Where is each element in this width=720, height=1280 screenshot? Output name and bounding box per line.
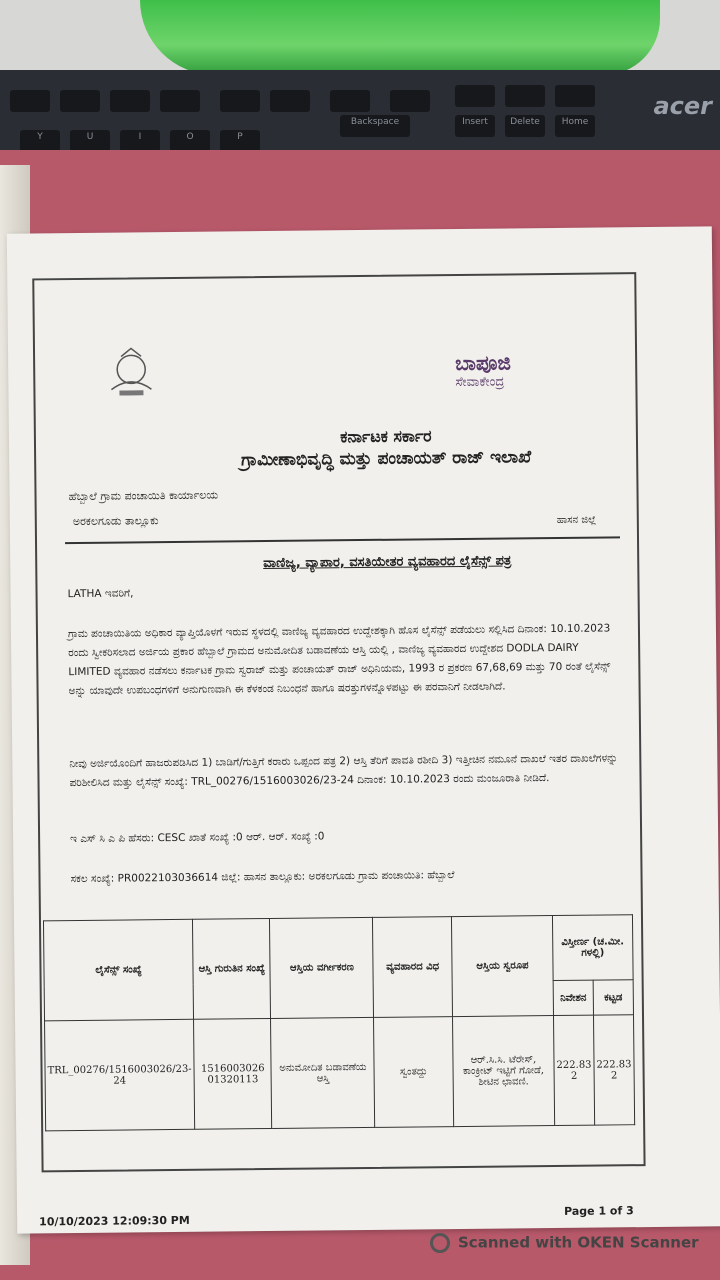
cell-property-id: 1516003026 01320113 <box>194 1018 272 1129</box>
key-u: U <box>70 130 110 152</box>
license-document <box>7 226 720 1233</box>
header-building: ಕಟ್ಟಡ <box>593 980 633 1015</box>
karnataka-emblem-icon <box>101 344 162 400</box>
document-frame <box>32 272 645 1229</box>
cell-building: 222.83 2 <box>593 1015 634 1125</box>
key-y: Y <box>20 130 60 152</box>
header-license-no: ಲೈಸೆನ್ಸ್ ಸಂಖ್ಯೆ <box>43 919 193 1021</box>
acer-logo: acer <box>653 92 712 120</box>
cell-property-nature: ಆರ್.ಸಿ.ಸಿ. ಟೆರೇಸ್, ಕಾಂಕ್ರೀಟ್ ಇಟ್ಟಿಗೆ ಗೋಡೆ, ಶೀಟಿನ ಛಾವಣಿ. <box>452 1016 554 1127</box>
taluk-name: ಅರಕಲಗೂಡು ತಾಲ್ಲೂಕು <box>72 514 159 529</box>
department-title: ಗ್ರಾಮೀಣಾಭಿವೃದ್ಧಿ ಮತ್ತು ಪಂಚಾಯತ್ ರಾಜ್ ಇಲಾಖೆ <box>241 447 532 471</box>
page-number: Page 1 of 3 <box>563 1204 634 1218</box>
government-title: ಕರ್ನಾಟಕ ಸರ್ಕಾರ <box>340 426 432 447</box>
watermark-title: ಬಾಪೂಜಿ <box>455 350 511 376</box>
addressee: LATHA ಇವರಿಗೆ, <box>67 587 134 601</box>
cell-license-no: TRL_00276/1516003026/23-24 <box>45 1019 195 1131</box>
oken-scanner-icon <box>430 1233 450 1253</box>
header-classification: ಆಸ್ತಿಯ ವರ್ಗೀಕರಣ <box>270 917 374 1018</box>
paragraph-1: ಗ್ರಾಮ ಪಂಚಾಯಿತಿಯ ಅಧಿಕಾರ ವ್ಯಾಪ್ತಿಯೊಳಗೆ ಇರುವ ಸ್ಥಳದಲ್ಲಿ ವಾಣಿಜ್ಯ ವ್ಯವಹಾರದ ಉದ್ದೇಶಕ್ಕಾಗಿ ಹೊಸ ಲೈಸೆನ್ಸ್ ಪಡೆಯಲು ಸಲ್ಲಿಸಿದ ದಿನಾಂಕ: 10.10.2023 ರಂದು ಸ್ವೀಕರಿಸಲಾದ ಅರ್ಜಿಯ ಪ್ರಕಾರ ಹೆಬ್ಬಾಲೆ ಗ್ರಾಮದ ಅನುಮೋದಿತ ಬಡಾವಣೆಯ ಆಸ್ತಿ ಯಲ್ಲಿ , ವಾಣಿಜ್ಯ ವ್ಯವಹಾರದ ಉದ್ದೇಶದ DODLA DAIRY LIMITED ವ್ಯವಹಾರ ನಡೆಸಲು ಕರ್ನಾಟಕ ಗ್ರಾಮ ಸ್ವರಾಜ್ ಮತ್ತು ಪಂಚಾಯತ್ ರಾಜ್ ಅಧಿನಿಯಮ, 1993 ರ ಪ್ರಕರಣ 67,68,69 ಮತ್ತು 70 ರಂತೆ ಲೈಸೆನ್ಸ್ ಅನ್ನು ಯಾವುದೇ ಉಪಬಂಧಗಳಿಗೆ ಅನುಗುಣವಾಗಿ ಈ ಕೆಳಕಂಡ ನಿಬಂಧನೆ ಹಾಗೂ ಷರತ್ತುಗಳನ್ನೊಳಪಟ್ಟು ಈ ಪರವಾನಿಗೆ ನೀಡಲಾಗಿದೆ. <box>67 622 611 698</box>
property-details: ಸಕಲ ಸಂಖ್ಯೆ: PR0022103036614 ಜಿಲ್ಲೆ: ಹಾಸನ ತಾಲ್ಲೂಕು: ಅರಕಲಗೂಡು ಗ್ರಾಮ ಪಂಚಾಯಿತಿ: ಹೆಬ್ಬಾಲೆ <box>70 869 455 886</box>
cell-classification: ಅನುಮೋದಿತ ಬಡಾವಣೆಯ ಆಸ್ತಿ <box>271 1017 375 1128</box>
green-plastic-bag <box>140 0 660 75</box>
key-insert: Insert <box>455 115 495 137</box>
print-timestamp: 10/10/2023 12:09:30 PM <box>39 1213 190 1229</box>
header-divider <box>65 536 620 544</box>
district-name: ಹಾಸನ ಜಿಲ್ಲೆ <box>556 514 597 526</box>
scanner-label: Scanned with OKEN Scanner <box>458 1233 699 1252</box>
bapuji-seva-kendra-watermark <box>455 350 575 390</box>
cell-site: 222.83 2 <box>554 1015 595 1125</box>
key-i: I <box>120 130 160 152</box>
office-name: ಹೆಬ್ಬಾಲೆ ಗ್ರಾಮ ಪಂಚಾಯಿತಿ ಕಾರ್ಯಾಲಯ <box>68 488 219 504</box>
key-delete: Delete <box>505 115 545 137</box>
table-row <box>45 1015 635 1131</box>
cesc-details: ಇ ಎಸ್ ಸಿ ಎ ಪಿ ಹೆಸರು: CESC ಖಾತೆ ಸಂಖ್ಯೆ :0 ಆರ್. ಆರ್. ಸಂಖ್ಯೆ :0 <box>70 830 325 846</box>
scanner-watermark <box>430 1233 699 1253</box>
header-property-id: ಆಸ್ತಿ ಗುರುತಿನ ಸಂಖ್ಯೆ <box>193 919 271 1020</box>
watermark-subtitle: ಸೇವಾಕೇಂದ್ರ <box>455 374 505 391</box>
header-area: ವಿಸ್ತೀರ್ಣ (ಚ.ಮೀ. ಗಳಲ್ಲಿ) <box>552 915 633 981</box>
document-title: ವಾಣಿಜ್ಯ, ವ್ಯಾಪಾರ, ವಸತಿಯೇತರ ವ್ಯವಹಾರದ ಲೈಸೆನ್ಸ್ ಪತ್ರ <box>263 553 512 572</box>
key-home: Home <box>555 115 595 137</box>
header-site: ನಿವೇಶನ <box>553 980 593 1015</box>
key-o: O <box>170 130 210 152</box>
header-business-type: ವ್ಯವಹಾರದ ವಿಧ <box>373 917 453 1018</box>
key-p: P <box>220 130 260 152</box>
paragraph-2: ನೀವು ಅರ್ಜಿಯೊಂದಿಗೆ ಹಾಜರುಪಡಿಸಿದ 1) ಬಾಡಿಗೆ/ಗುತ್ತಿಗೆ ಕರಾರು ಒಪ್ಪಂದ ಪತ್ರ 2) ಆಸ್ತಿ ತೆರಿಗೆ ಪಾವತಿ ರಶೀದಿ 3) ಇತ್ತೀಚಿನ ನಮೂನೆ ದಾಖಲೆ ಇತರ ದಾಖಲೆಗಳನ್ನು ಪರಿಶೀಲಿಸಿದ ಮತ್ತು ಲೈಸೆನ್ಸ್ ಸಂಖ್ಯೆ: TRL_00276/1516003026/23-24 ದಿನಾಂಕ: 10.10.2023 ರಂದು ಮಂಜೂರಾತಿ ನೀಡಿದೆ. <box>69 752 618 790</box>
key-backspace: Backspace <box>340 115 410 137</box>
header-property-nature: ಆಸ್ತಿಯ ಸ್ವರೂಪ <box>451 916 553 1017</box>
license-table <box>43 914 635 1131</box>
cell-business-type: ಸ್ವಂತದ್ದು <box>374 1017 454 1128</box>
